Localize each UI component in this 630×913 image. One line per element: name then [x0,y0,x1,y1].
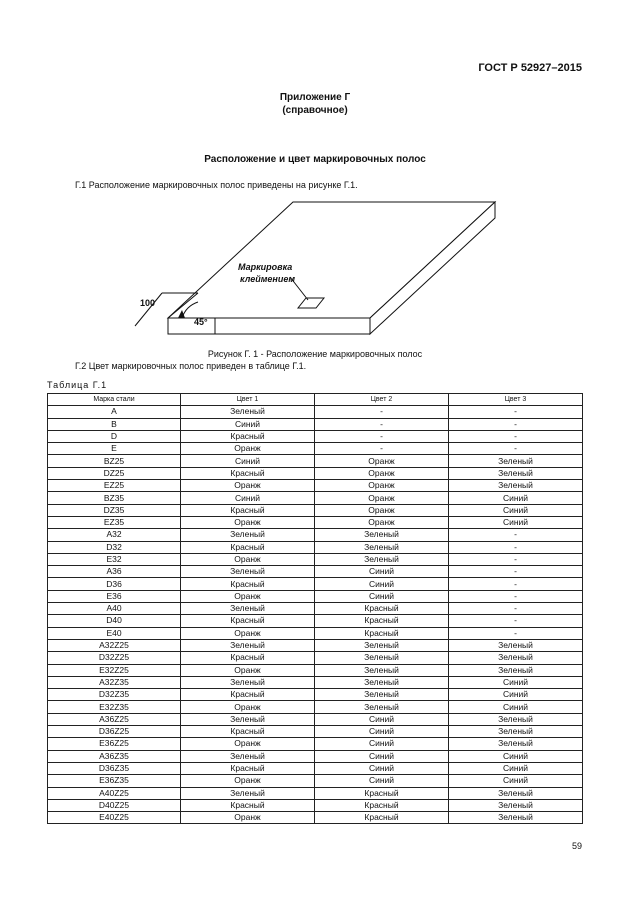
cell-steel-grade: A36Z25 [48,713,181,725]
cell-color-3: Зеленый [449,726,583,738]
page-number: 59 [571,841,582,851]
paragraph-g1: Г.1 Расположение маркировочных полос приведены на рисунке Г.1. [75,180,358,190]
cell-color-3: - [449,578,583,590]
table-label: Таблица Г.1 [47,380,108,390]
table-row [48,627,583,639]
cell-color-3: Зеленый [449,713,583,725]
table-row [48,418,583,430]
cell-color-2: Красный [315,615,449,627]
cell-color-1: Синий [181,492,315,504]
table-body [48,406,583,824]
cell-steel-grade: D32Z35 [48,689,181,701]
cell-color-1: Красный [181,799,315,811]
cell-color-3: Зеленый [449,455,583,467]
cell-color-1: Зеленый [181,566,315,578]
cell-steel-grade: D36Z25 [48,726,181,738]
cell-color-3: Зеленый [449,787,583,799]
cell-steel-grade: E36Z35 [48,775,181,787]
cell-color-3: Синий [449,676,583,688]
cell-steel-grade: A32 [48,529,181,541]
cell-color-2: Красный [315,627,449,639]
cell-color-1: Зеленый [181,750,315,762]
cell-color-2: Синий [315,738,449,750]
cell-color-2: Оранж [315,492,449,504]
table-row [48,578,583,590]
cell-steel-grade: D40 [48,615,181,627]
cell-color-3: - [449,406,583,418]
table-row [48,750,583,762]
cell-color-3: Синий [449,504,583,516]
cell-color-3: Зеленый [449,639,583,651]
cell-steel-grade: DZ25 [48,467,181,479]
cell-color-2: Оранж [315,467,449,479]
cell-color-1: Зеленый [181,713,315,725]
cell-color-2: Зеленый [315,701,449,713]
cell-steel-grade: EZ35 [48,516,181,528]
cell-color-1: Зеленый [181,676,315,688]
cell-color-2: - [315,406,449,418]
cell-steel-grade: D40Z25 [48,799,181,811]
cell-color-2: - [315,418,449,430]
cell-color-2: Синий [315,566,449,578]
cell-color-2: Оранж [315,504,449,516]
cell-color-2: Красный [315,787,449,799]
cell-color-1: Красный [181,467,315,479]
cell-color-1: Оранж [181,627,315,639]
cell-color-3: - [449,418,583,430]
cell-color-3: Зеленый [449,799,583,811]
cell-color-3: Синий [449,775,583,787]
cell-steel-grade: E40 [48,627,181,639]
cell-steel-grade: BZ35 [48,492,181,504]
label-marking: Маркировка [238,262,293,272]
header-color-2: Цвет 2 [315,394,449,406]
cell-steel-grade: A40Z25 [48,787,181,799]
appendix-heading [0,91,630,117]
cell-steel-grade: A32Z35 [48,676,181,688]
cell-color-2: - [315,430,449,442]
cell-color-3: - [449,529,583,541]
table-row [48,443,583,455]
cell-color-3: - [449,603,583,615]
cell-color-3: - [449,566,583,578]
cell-color-3: Синий [449,516,583,528]
cell-steel-grade: E36Z25 [48,738,181,750]
cell-steel-grade: A32Z25 [48,639,181,651]
cell-steel-grade: D32 [48,541,181,553]
cell-color-1: Красный [181,689,315,701]
cell-color-2: Зеленый [315,676,449,688]
cell-color-1: Оранж [181,738,315,750]
appendix-subtitle: (справочное) [282,105,348,116]
cell-color-3: Зеленый [449,480,583,492]
table-row [48,676,583,688]
cell-color-3: Синий [449,701,583,713]
figure-caption: Рисунок Г. 1 - Расположение маркировочных полос [207,349,423,359]
cell-color-3: Зеленый [449,664,583,676]
cell-steel-grade: A40 [48,603,181,615]
header-steel-grade: Марка стали [48,394,181,406]
table-row [48,639,583,651]
cell-color-1: Оранж [181,516,315,528]
dimension-width-label: 100 [140,298,156,308]
cell-color-2: Оранж [315,480,449,492]
cell-color-2: Синий [315,713,449,725]
table-row [48,529,583,541]
cell-color-2: Зеленый [315,639,449,651]
paragraph-g2: Г.2 Цвет маркировочных полос приведен в таблице Г.1. [75,361,307,371]
cell-color-3: - [449,590,583,602]
cell-color-1: Зеленый [181,406,315,418]
cell-color-2: Зеленый [315,689,449,701]
cell-steel-grade: E32Z35 [48,701,181,713]
cell-steel-grade: E32 [48,553,181,565]
plate-marking-figure [120,192,500,347]
dimension-angle-label: 45° [194,317,208,327]
cell-color-1: Красный [181,652,315,664]
cell-color-3: - [449,615,583,627]
cell-color-1: Оранж [181,775,315,787]
cell-color-3: Зеленый [449,812,583,824]
cell-color-3: Синий [449,750,583,762]
table-row [48,541,583,553]
cell-color-1: Синий [181,455,315,467]
section-title: Расположение и цвет маркировочных полос [204,154,426,165]
cell-color-1: Красный [181,762,315,774]
table-row [48,775,583,787]
cell-color-1: Зеленый [181,639,315,651]
cell-steel-grade: E [48,443,181,455]
label-brand: клеймением [240,274,296,284]
cell-color-2: Оранж [315,455,449,467]
table-row [48,799,583,811]
table-row [48,787,583,799]
cell-steel-grade: E32Z25 [48,664,181,676]
table-row [48,504,583,516]
table-row [48,467,583,479]
cell-color-1: Оранж [181,812,315,824]
cell-color-2: Синий [315,750,449,762]
table-row [48,762,583,774]
cell-color-2: Красный [315,603,449,615]
cell-steel-grade: DZ35 [48,504,181,516]
cell-color-1: Красный [181,578,315,590]
cell-color-3: Зеленый [449,652,583,664]
cell-steel-grade: D32Z25 [48,652,181,664]
cell-color-3: - [449,627,583,639]
table-row [48,812,583,824]
cell-color-3: Синий [449,689,583,701]
appendix-title: Приложение Г [279,92,351,103]
cell-color-1: Зеленый [181,603,315,615]
cell-steel-grade: E40Z25 [48,812,181,824]
cell-color-3: - [449,443,583,455]
standard-number: ГОСТ Р 52927–2015 [478,62,582,74]
cell-color-1: Зеленый [181,787,315,799]
table-row [48,701,583,713]
cell-steel-grade: A [48,406,181,418]
table-row [48,566,583,578]
table-row [48,590,583,602]
cell-color-1: Синий [181,418,315,430]
table-row [48,738,583,750]
cell-color-3: Зеленый [449,738,583,750]
cell-color-3: Синий [449,762,583,774]
header-color-3: Цвет 3 [449,394,583,406]
cell-color-3: - [449,430,583,442]
cell-steel-grade: E36 [48,590,181,602]
cell-color-2: Зеленый [315,664,449,676]
cell-color-3: - [449,553,583,565]
cell-steel-grade: BZ25 [48,455,181,467]
table-row [48,430,583,442]
cell-color-2: Синий [315,775,449,787]
cell-color-2: Зеленый [315,529,449,541]
cell-color-2: Синий [315,590,449,602]
cell-steel-grade: EZ25 [48,480,181,492]
table-row [48,455,583,467]
cell-color-1: Красный [181,541,315,553]
table-row [48,713,583,725]
cell-color-1: Красный [181,726,315,738]
table-row [48,689,583,701]
cell-color-2: Красный [315,799,449,811]
cell-steel-grade: D36 [48,578,181,590]
color-table [47,393,583,824]
table-row [48,652,583,664]
cell-color-1: Оранж [181,480,315,492]
table-row [48,664,583,676]
cell-color-2: Оранж [315,516,449,528]
cell-color-1: Оранж [181,553,315,565]
table-row [48,516,583,528]
cell-color-2: Зеленый [315,553,449,565]
cell-steel-grade: B [48,418,181,430]
cell-color-3: Зеленый [449,467,583,479]
cell-color-2: Зеленый [315,652,449,664]
cell-color-2: Зеленый [315,541,449,553]
table-header-row [48,394,583,406]
cell-color-2: Синий [315,762,449,774]
cell-color-2: Синий [315,578,449,590]
cell-color-2: - [315,443,449,455]
table-row [48,615,583,627]
cell-steel-grade: A36 [48,566,181,578]
table-row [48,726,583,738]
cell-steel-grade: D36Z35 [48,762,181,774]
header-color-1: Цвет 1 [181,394,315,406]
cell-color-1: Зеленый [181,529,315,541]
cell-color-1: Оранж [181,664,315,676]
cell-color-1: Красный [181,504,315,516]
table-row [48,492,583,504]
table-row [48,603,583,615]
cell-color-1: Оранж [181,590,315,602]
table-row [48,406,583,418]
cell-steel-grade: D [48,430,181,442]
table-row [48,480,583,492]
cell-color-3: Синий [449,492,583,504]
cell-color-1: Красный [181,430,315,442]
cell-color-1: Оранж [181,443,315,455]
cell-color-1: Оранж [181,701,315,713]
cell-color-2: Красный [315,812,449,824]
cell-steel-grade: A36Z35 [48,750,181,762]
cell-color-2: Синий [315,726,449,738]
cell-color-1: Красный [181,615,315,627]
cell-color-3: - [449,541,583,553]
table-row [48,553,583,565]
